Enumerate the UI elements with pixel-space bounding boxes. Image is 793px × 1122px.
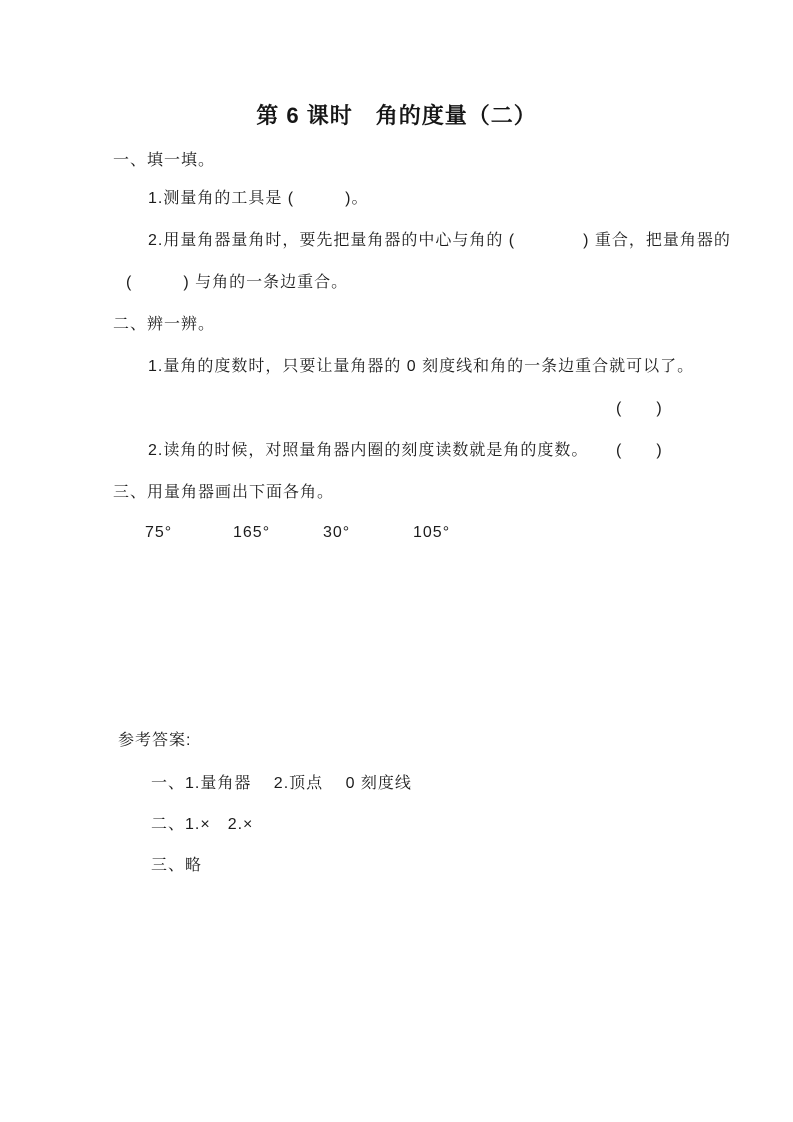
answers-line-3: 三、略	[151, 857, 203, 874]
section-2-heading: 二、辨一辨。	[113, 316, 216, 333]
angle-drawing-area	[113, 560, 683, 720]
section-2-question-2: 2.读角的时候，对照量角器内圈的刻度读数就是角的度数。	[148, 442, 589, 459]
answers-line-1: 一、1.量角器 2.顶点 0 刻度线	[151, 775, 412, 792]
page-title: 第 6 课时 角的度量（二）	[256, 103, 537, 128]
section-1-question-2-line-2: ( ) 与角的一条边重合。	[126, 274, 349, 291]
section-2-question-2-answer-blank: ( )	[616, 442, 663, 459]
answers-line-2: 二、1.× 2.×	[151, 816, 254, 833]
angle-value-3: 30°	[323, 524, 351, 541]
angle-value-1: 75°	[145, 524, 173, 541]
angle-value-2: 165°	[233, 524, 271, 541]
section-1-heading: 一、填一填。	[113, 152, 216, 169]
section-3-heading: 三、用量角器画出下面各角。	[113, 484, 335, 501]
angle-value-4: 105°	[413, 524, 451, 541]
section-1-question-1: 1.测量角的工具是 ( )。	[148, 190, 369, 207]
section-1-question-2-line-1: 2.用量角器量角时，要先把量角器的中心与角的 ( ) 重合，把量角器的	[148, 232, 731, 249]
answers-heading: 参考答案:	[118, 732, 192, 749]
section-2-question-1-answer-blank: ( )	[616, 400, 663, 417]
section-2-question-1: 1.量角的度数时，只要让量角器的 0 刻度线和角的一条边重合就可以了。	[148, 358, 695, 375]
